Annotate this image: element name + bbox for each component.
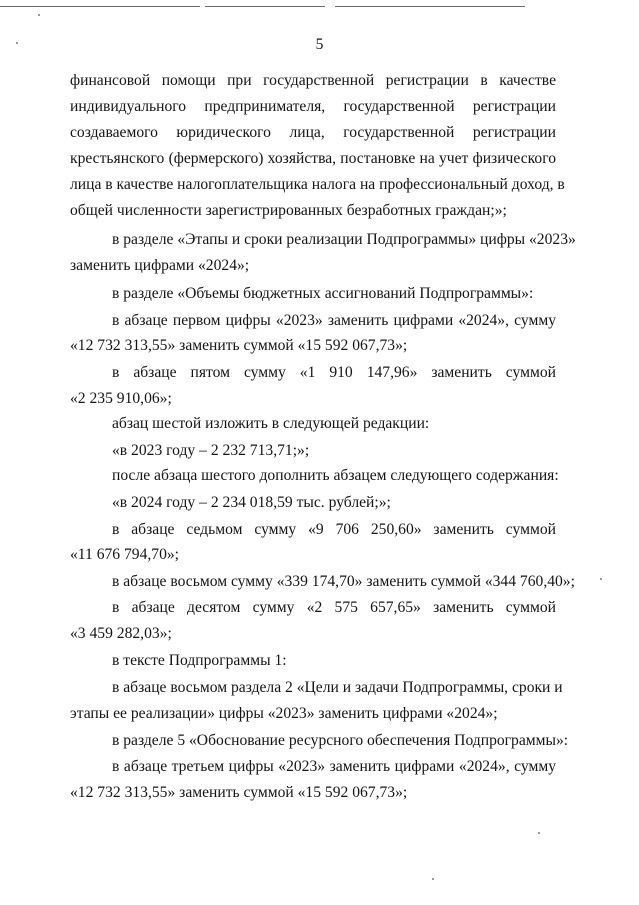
scan-speck xyxy=(432,878,434,880)
scan-speck xyxy=(38,14,40,16)
paragraph-line: «в 2024 году – 2 234 018,59 тыс. рублей;»; xyxy=(112,494,391,511)
scan-edge-line xyxy=(0,6,200,7)
paragraph-line: в абзаце пятом сумму «1 910 147,96» заменить суммой xyxy=(112,364,556,381)
paragraph-line: в разделе 5 «Обоснование ресурсного обеспечения Подпрограммы»: xyxy=(112,732,569,749)
paragraph-line: в абзаце восьмом раздела 2 «Цели и задачи Подпрограммы, сроки и xyxy=(112,679,563,696)
paragraph-line: «в 2023 году – 2 232 713,71;»; xyxy=(112,442,310,459)
scan-edge-line xyxy=(205,6,325,7)
paragraph-line: в абзаце восьмом сумму «339 174,70» заменить суммой «344 760,40»; xyxy=(112,573,575,590)
paragraph-line: в абзаце седьмом сумму «9 706 250,60» заменить суммой xyxy=(112,521,556,538)
paragraph-line: абзац шестой изложить в следующей редакции: xyxy=(112,415,430,432)
paragraph-line: «2 235 910,06»; xyxy=(70,390,172,407)
scan-edge-line xyxy=(335,6,525,7)
paragraph-line: лица в качестве налогоплательщика налога на профессиональный доход, в xyxy=(70,176,565,193)
scan-speck xyxy=(538,832,540,834)
paragraph-line: в абзаце первом цифры «2023» заменить цифрами «2024», сумму xyxy=(112,312,556,329)
paragraph-line: «3 459 282,03»; xyxy=(70,625,172,642)
paragraph-line: «12 732 313,55» заменить суммой «15 592 067,73»; xyxy=(70,337,408,354)
paragraph-line: в абзаце третьем цифры «2023» заменить цифрами «2024», сумму xyxy=(112,758,556,775)
paragraph-line: заменить цифрами «2024»; xyxy=(70,257,250,274)
paragraph-line: крестьянского (фермерского) хозяйства, постановке на учет физического xyxy=(70,150,556,167)
paragraph-line: после абзаца шестого дополнить абзацем следующего содержания: xyxy=(112,467,559,484)
paragraph-line: в абзаце десятом сумму «2 575 657,65» заменить суммой xyxy=(112,599,556,616)
paragraph-line: создаваемого юридического лица, государственной регистрации xyxy=(70,124,556,141)
paragraph-line: индивидуального предпринимателя, государственной регистрации xyxy=(70,98,556,115)
paragraph-line: этапы ее реализации» цифры «2023» заменить цифрами «2024»; xyxy=(70,705,498,722)
paragraph-line: в разделе «Объемы бюджетных ассигнований Подпрограммы»: xyxy=(112,285,534,302)
paragraph-line: «11 676 794,70»; xyxy=(70,546,180,563)
paragraph-line: финансовой помощи при государственной регистрации в качестве xyxy=(70,72,556,89)
page-number: 5 xyxy=(315,36,324,53)
paragraph-line: в тексте Подпрограммы 1: xyxy=(112,652,287,669)
paragraph-line: общей численности зарегистрированных безработных граждан;»; xyxy=(70,202,507,219)
paragraph-line: в разделе «Этапы и сроки реализации Подпрограммы» цифры «2023» xyxy=(112,231,576,248)
paragraph-line: «12 732 313,55» заменить суммой «15 592 067,73»; xyxy=(70,784,408,801)
scan-speck xyxy=(600,578,602,580)
